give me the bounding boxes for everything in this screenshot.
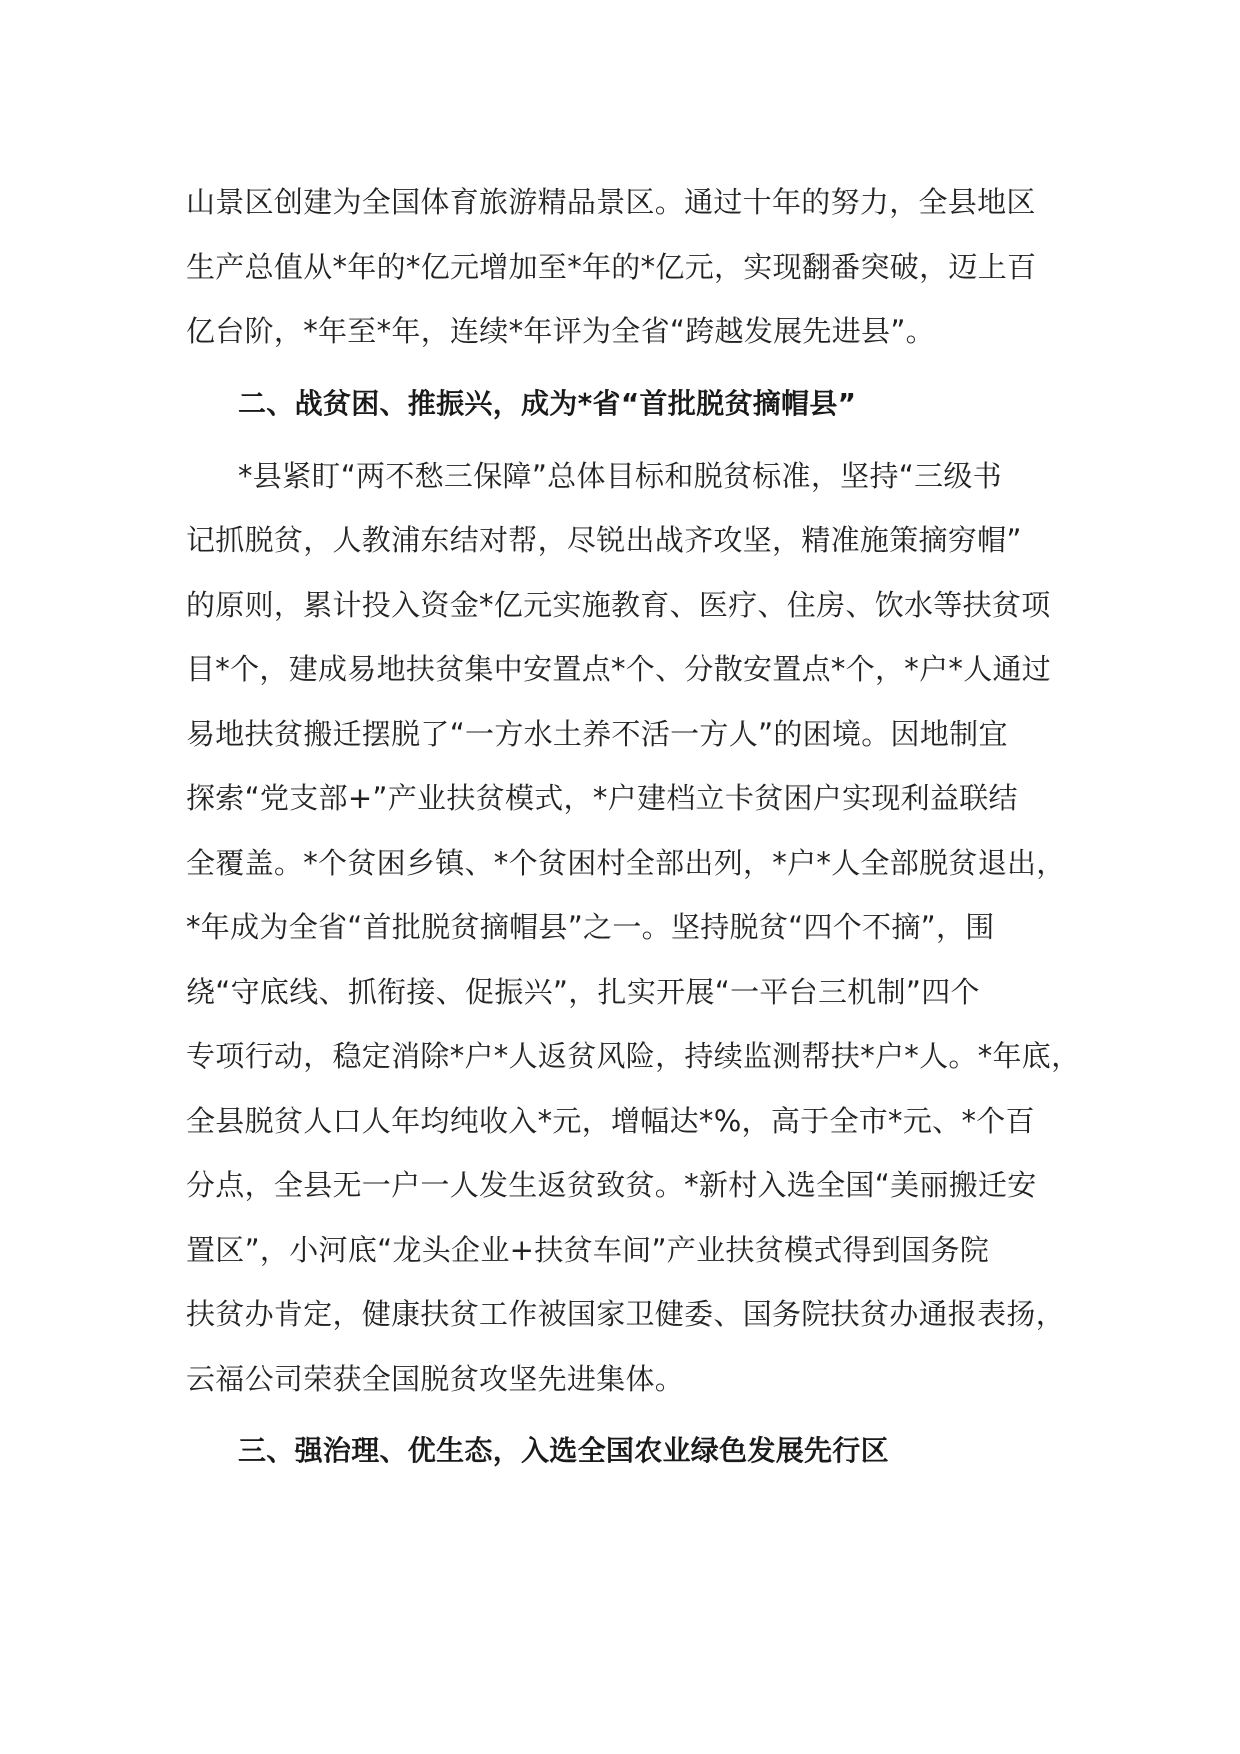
text-line: *县紧盯“两不愁三保障”总体目标和脱贫标准，坚持“三级书 [238,458,1002,493]
text-line: 山景区创建为全国体育旅游精品景区。通过十年的努力，全县地区 [186,185,1036,219]
paragraph-2 [186,444,1081,1412]
text-line: 分点，全县无一户一人发生返贫致贫。*新村入选全国“美丽搬迁安 [186,1168,1037,1202]
text-line: 的原则，累计投入资金*亿元实施教育、医疗、住房、饮水等扶贫项 [186,587,1051,622]
text-line: 置区”，小河底“龙头企业+扶贫车间”产业扶贫模式得到国务院 [186,1232,990,1267]
text-line: 绕“守底线、抓衔接、促振兴”，扎实开展“一平台三机制”四个 [186,974,980,1009]
text-line: 生产总值从*年的*亿元增加至*年的*亿元，实现翻番突破，迈上百 [186,249,1037,284]
text-line: 目*个，建成易地扶贫集中安置点*个、分散安置点*个，*户*人通过 [186,652,1052,686]
text-line: 记抓脱贫，人教浦东结对帮，尽锐出战齐攻坚，精准施策摘穷帽” [186,523,1022,557]
section-heading-3: 三、强治理、优生态，入选全国农业绿色发展先行区 [238,1434,889,1467]
text-line: 亿台阶，*年至*年，连续*年评为全省“跨越发展先进县”。 [186,314,935,348]
text-line: 易地扶贫搬迁摆脱了“一方水土养不活一方人”的困境。因地制宜 [186,716,1008,751]
text-line: 专项行动，稳定消除*户*人返贫风险，持续监测帮扶*户*人。*年底， [186,1039,1081,1073]
paragraph-1 [186,170,1076,364]
text-line: 全县脱贫人口人年均纯收入*元，增幅达*%，高于全市*元、*个百 [186,1103,1035,1138]
text-line: 扶贫办肯定，健康扶贫工作被国家卫健委、国务院扶贫办通报表扬， [186,1297,1066,1331]
section-heading-2: 二、战贫困、推振兴，成为*省“首批脱贫摘帽县” [238,386,857,420]
text-line: *年成为全省“首批脱贫摘帽县”之一。坚持脱贫“四个不摘”，围 [186,910,995,944]
text-line: 云福公司荣获全国脱贫攻坚先进集体。 [186,1361,685,1396]
text-line: 全覆盖。*个贫困乡镇、*个贫困村全部出列，*户*人全部脱贫退出， [186,845,1066,880]
text-line: 探索“党支部+”产业扶贫模式，*户建档立卡贫困户实现利益联结 [186,781,1018,815]
document-body [186,170,1081,1491]
